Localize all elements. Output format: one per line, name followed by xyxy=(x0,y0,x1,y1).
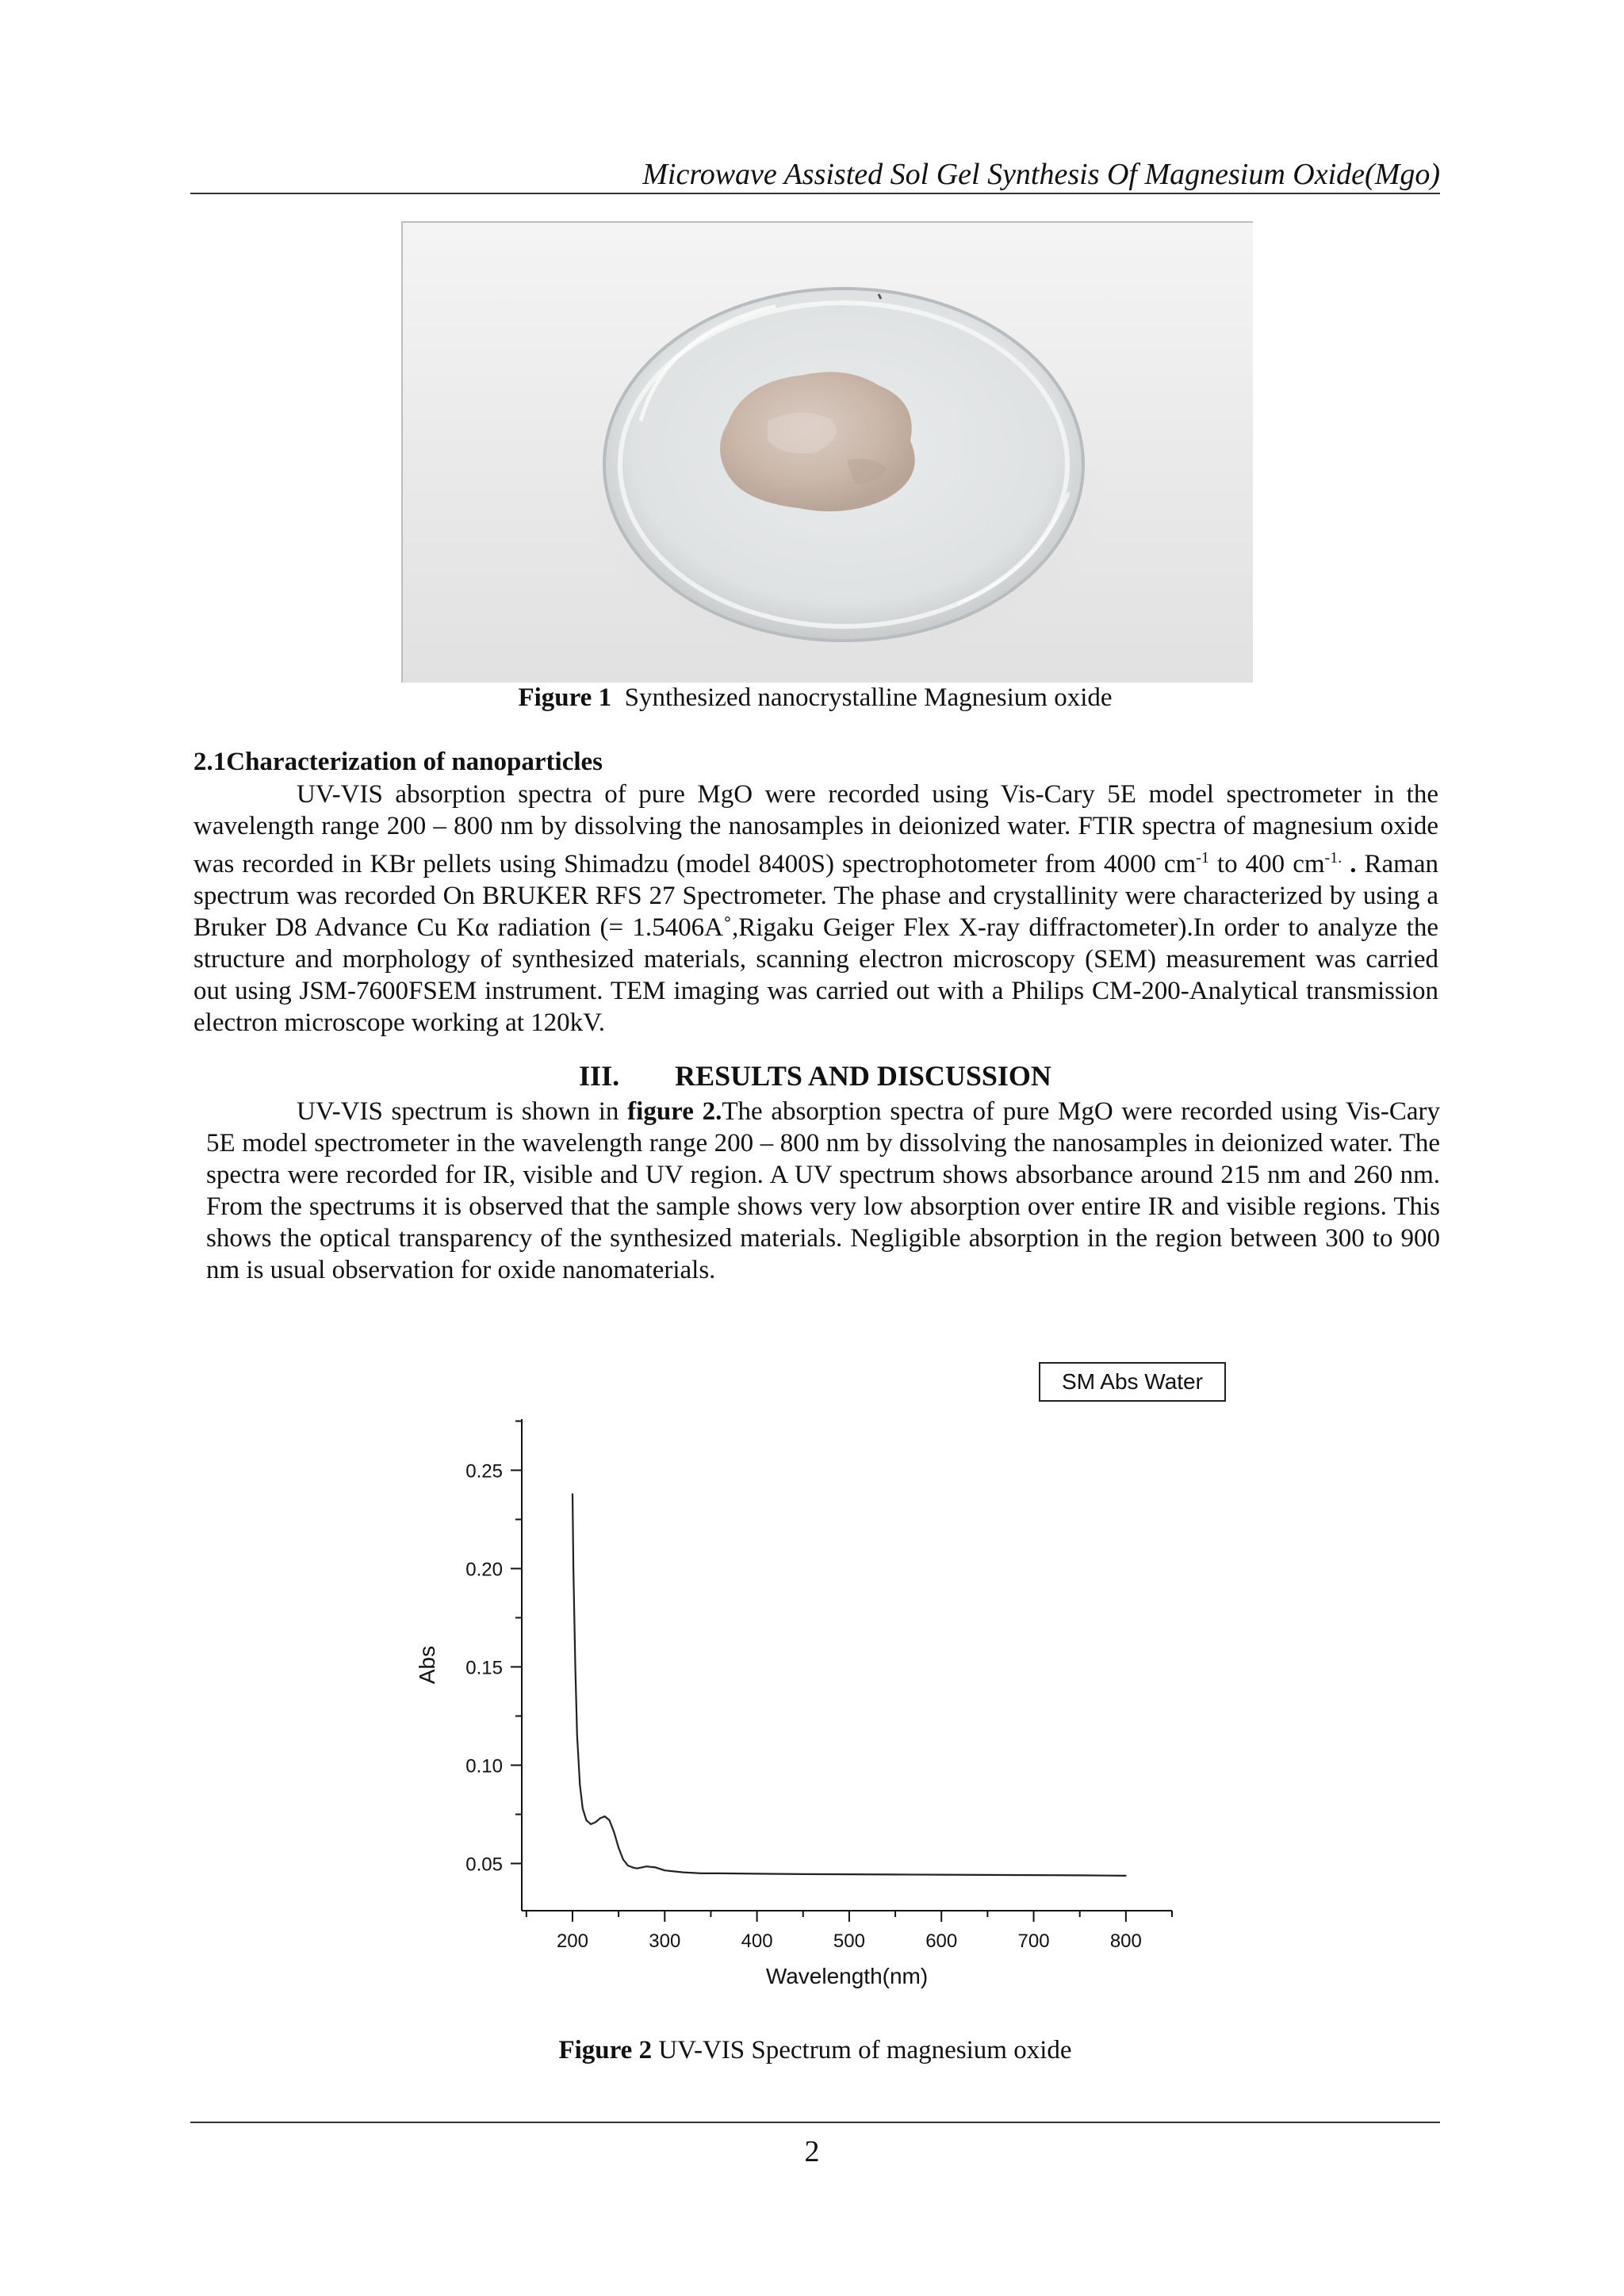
y-tick-label: 0.20 xyxy=(465,1559,503,1581)
spectrum-point xyxy=(645,1866,647,1867)
spectrum-point xyxy=(664,1869,665,1871)
spectrum-point xyxy=(1125,1875,1127,1877)
spectrum-point xyxy=(986,1874,988,1876)
x-tick-label: 200 xyxy=(556,1931,588,1952)
spectrum-point xyxy=(1033,1874,1035,1876)
spectrum-point xyxy=(599,1818,601,1820)
spectrum-point xyxy=(632,1867,634,1869)
y-tick-label: 0.05 xyxy=(465,1854,503,1876)
spectrum-point xyxy=(590,1823,592,1825)
spectrum-point xyxy=(848,1873,850,1875)
figure2-caption xyxy=(190,2034,1440,2067)
chart-xlabel: Wavelength(nm) xyxy=(765,1964,929,1988)
spectrum-point xyxy=(1079,1874,1081,1876)
figure2-caption-text: UV-VIS Spectrum of magnesium oxide xyxy=(658,2036,1072,2064)
section-heading-characterization: 2.1Characterization of nanoparticles xyxy=(193,748,603,776)
y-tick-label: 0.10 xyxy=(465,1755,503,1777)
spectrum-point xyxy=(609,1820,611,1821)
spectrum-point xyxy=(641,1867,642,1869)
results-section-number: III. xyxy=(579,1060,620,1092)
x-tick-label: 400 xyxy=(741,1931,773,1952)
results-paragraph xyxy=(206,1096,1440,1286)
x-tick-label: 700 xyxy=(1017,1931,1050,1952)
spectrum-point xyxy=(595,1822,596,1823)
chart-legend: SM Abs Water xyxy=(1039,1362,1226,1402)
spectrum-point xyxy=(719,1873,721,1874)
footer-rule xyxy=(190,2122,1440,2123)
spectrum-point xyxy=(636,1868,638,1869)
chart-ticks xyxy=(465,1421,1172,1952)
spectrum-point xyxy=(894,1873,896,1875)
spectrum-point xyxy=(683,1872,684,1873)
spectrum-point xyxy=(802,1873,804,1875)
spectrum-point xyxy=(604,1816,606,1817)
page-number: 2 xyxy=(804,2135,820,2168)
figure1-caption-text: Synthesized nanocrystalline Magnesium oxide xyxy=(624,683,1113,712)
spectrum-point xyxy=(618,1847,619,1849)
x-tick-label: 500 xyxy=(833,1931,865,1952)
uv-vis-chart xyxy=(396,1403,1189,1990)
figure2-caption-label: Figure 2 xyxy=(558,2036,653,2064)
x-tick-label: 300 xyxy=(649,1931,681,1952)
spectrum-point xyxy=(576,1735,578,1736)
spectrum-line xyxy=(573,1494,1126,1876)
spectrum-point xyxy=(655,1867,657,1869)
spectrum-point xyxy=(579,1784,580,1785)
results-text-rest: The absorption spectra of pure MgO were recorded using Vis-Cary 5E model spectrometer in the wavelength range 200 – 800 nm by dissolving the nanosamples in deionized water. The spectra were recorded for IR, visible and UV region. A UV spectrum shows absorbance around 215 nm and 260 nm. From the spectrums it is observed that the sample shows very low absorption over entire IR and visible regions. This shows the optical transparency of the synthesized materials. Negligible absorption in the region between 300 to 900 nm is usual observation for oxide nanomaterials. xyxy=(206,1097,1440,1284)
figure1-caption-label: Figure 1 xyxy=(518,683,612,712)
y-tick-label: 0.25 xyxy=(465,1460,503,1483)
petri-dish-illustration xyxy=(403,223,1253,683)
spectrum-point xyxy=(627,1865,629,1866)
spectrum-point xyxy=(586,1820,588,1821)
characterization-paragraph xyxy=(193,779,1438,1039)
running-title: Microwave Assisted Sol Gel Synthesis Of Magnesium Oxide(Mgo) xyxy=(642,158,1440,191)
y-tick-label: 0.15 xyxy=(465,1657,503,1679)
chart-series xyxy=(572,1493,1127,1876)
spectrum-point xyxy=(756,1873,758,1874)
spectrum-point xyxy=(582,1808,584,1809)
spectrum-point xyxy=(572,1493,573,1494)
spectrum-point xyxy=(622,1859,624,1861)
spectrum-point xyxy=(573,1568,574,1570)
results-heading xyxy=(190,1058,1440,1093)
spectrum-point xyxy=(701,1873,703,1874)
results-figure-ref: figure 2. xyxy=(627,1097,722,1126)
x-tick-label: 600 xyxy=(925,1931,958,1952)
spectrum-point xyxy=(940,1874,942,1876)
figure1-caption xyxy=(190,681,1440,714)
x-tick-label: 800 xyxy=(1109,1931,1142,1952)
chart-axes xyxy=(522,1419,1172,1911)
characterization-text: UV-VIS absorption spectra of pure MgO were recorded using Vis-Cary 5E model spectrometer in the wavelength range 200 – 800 nm by dissolving the nanosamples in deionized water. FTIR spectra of magnesium oxide was recorded in KBr pellets using Shimadzu (model 8400S) spectrophotometer from 4000 $cm^{-1}$ to 400 $cm^{-1.}$ . Raman spectrum was recorded On BRUKER RFS 27 Spectrometer. The phase and crystallinity were characterized by using a Bruker D8 Advance Cu Kα radiation (= 1.5406A˚,Rigaku Geiger Flex X-ray diffractometer).In order to analyze the structure and morphology of synthesized materials, scanning electron microscopy (SEM) measurement was carried out using JSM-7600FSEM instrument. TEM imaging was carried out with a Philips CM-200-Analytical transmission electron microscope working at 120kV. xyxy=(193,780,1438,1037)
spectrum-point xyxy=(575,1667,576,1668)
header-rule xyxy=(190,193,1440,194)
results-section-title: RESULTS AND DISCUSSION xyxy=(675,1060,1051,1092)
chart-ylabel: Abs xyxy=(415,1645,439,1685)
results-text-start: UV-VIS spectrum is shown in xyxy=(297,1097,628,1126)
spectrum-point xyxy=(613,1831,615,1833)
figure1-photo xyxy=(401,221,1253,683)
